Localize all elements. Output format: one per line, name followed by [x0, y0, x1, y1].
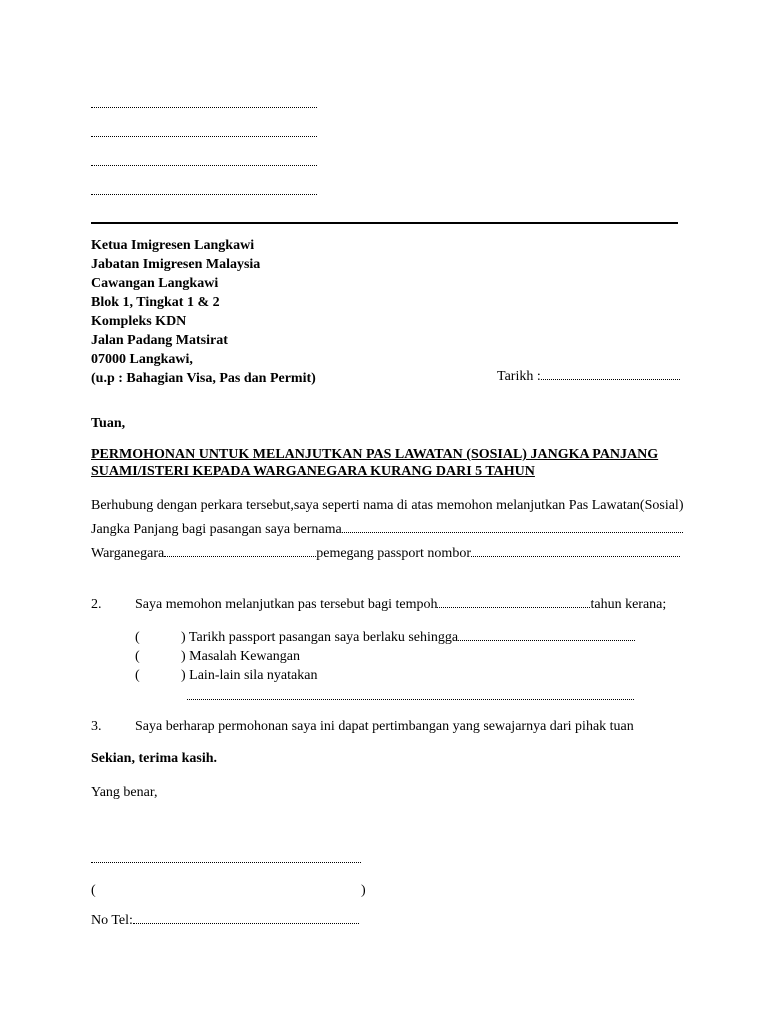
p2-text-a: Saya memohon melanjutkan pas tersebut bagi tempoh — [135, 597, 438, 612]
nationality-label: Warganegara — [91, 546, 165, 561]
option-label: ) Lain-lain sila nyatakan — [181, 668, 318, 683]
subject-line-2: SUAMI/ISTERI KEPADA WARGANEGARA KURANG DARI 5 TAHUN — [91, 464, 535, 479]
option-checkbox[interactable]: ( — [135, 649, 140, 664]
yours-truly: Yang benar, — [91, 785, 158, 800]
p2-text — [135, 597, 666, 613]
passport-number-line[interactable] — [471, 556, 680, 557]
p2-text-b: tahun kerana; — [590, 597, 667, 612]
passport-expiry-line[interactable] — [458, 640, 635, 641]
recipient-address — [91, 236, 316, 388]
option-label: ) Masalah Kewangan — [181, 649, 300, 664]
sender-line-3[interactable] — [91, 165, 317, 166]
phone-number-line[interactable] — [133, 923, 359, 924]
p3-number: 3. — [91, 719, 102, 734]
option-checkbox[interactable]: ( — [135, 668, 140, 683]
date-label: Tarikh : — [497, 369, 541, 384]
address-line: (u.p : Bahagian Visa, Pas dan Permit) — [91, 371, 316, 386]
closing: Sekian, terima kasih. — [91, 751, 218, 766]
address-line: Cawangan Langkawi — [91, 276, 219, 291]
signature-line[interactable] — [91, 862, 361, 863]
date-field — [497, 369, 680, 385]
passport-label: pemegang passport nombor — [316, 546, 471, 561]
address-line: Jabatan Imigresen Malaysia — [91, 257, 261, 272]
p2-number: 2. — [91, 597, 102, 612]
phone-field — [91, 913, 359, 929]
subject-line-1: PERMOHONAN UNTUK MELANJUTKAN PAS LAWATAN (SOSIAL) JANGKA PANJANG — [91, 447, 659, 462]
address-line: Blok 1, Tingkat 1 & 2 — [91, 295, 220, 310]
nationality-line[interactable] — [164, 556, 316, 557]
printed-name-field[interactable] — [100, 883, 355, 901]
period-line[interactable] — [437, 607, 590, 608]
paragraph-1 — [91, 494, 683, 566]
name-paren-open: ( — [91, 883, 96, 898]
p1-line-1: Berhubung dengan perkara tersebut,saya seperti nama di atas memohon melanjutkan Pas Lawatan(Sosial) — [91, 498, 684, 513]
salutation: Tuan, — [91, 416, 126, 431]
option-label: ) Tarikh passport pasangan saya berlaku sehingga — [181, 630, 459, 645]
letter-subject — [91, 446, 658, 480]
header-divider — [91, 222, 678, 224]
sender-line-4[interactable] — [91, 194, 317, 195]
option-others — [135, 668, 317, 684]
sender-line-2[interactable] — [91, 136, 317, 137]
spouse-name-line[interactable] — [342, 532, 683, 533]
option-passport-expiry — [135, 630, 635, 646]
address-line: 07000 Langkawi, — [91, 352, 193, 367]
address-line: Kompleks KDN — [91, 314, 187, 329]
others-specify-line[interactable] — [187, 699, 634, 700]
option-financial — [135, 649, 300, 665]
p3-text: Saya berharap permohonan saya ini dapat pertimbangan yang sewajarnya dari pihak tuan — [135, 719, 634, 734]
address-line: Jalan Padang Matsirat — [91, 333, 228, 348]
name-paren-close: ) — [361, 883, 366, 898]
p1-line-2-text: Jangka Panjang bagi pasangan saya bernama — [91, 522, 342, 537]
sender-line-1[interactable] — [91, 107, 317, 108]
option-checkbox[interactable]: ( — [135, 630, 140, 645]
phone-label: No Tel: — [91, 913, 133, 928]
date-input-line[interactable] — [541, 379, 680, 380]
address-line: Ketua Imigresen Langkawi — [91, 238, 255, 253]
p1-line-3 — [91, 542, 683, 566]
p1-line-2 — [91, 518, 683, 542]
